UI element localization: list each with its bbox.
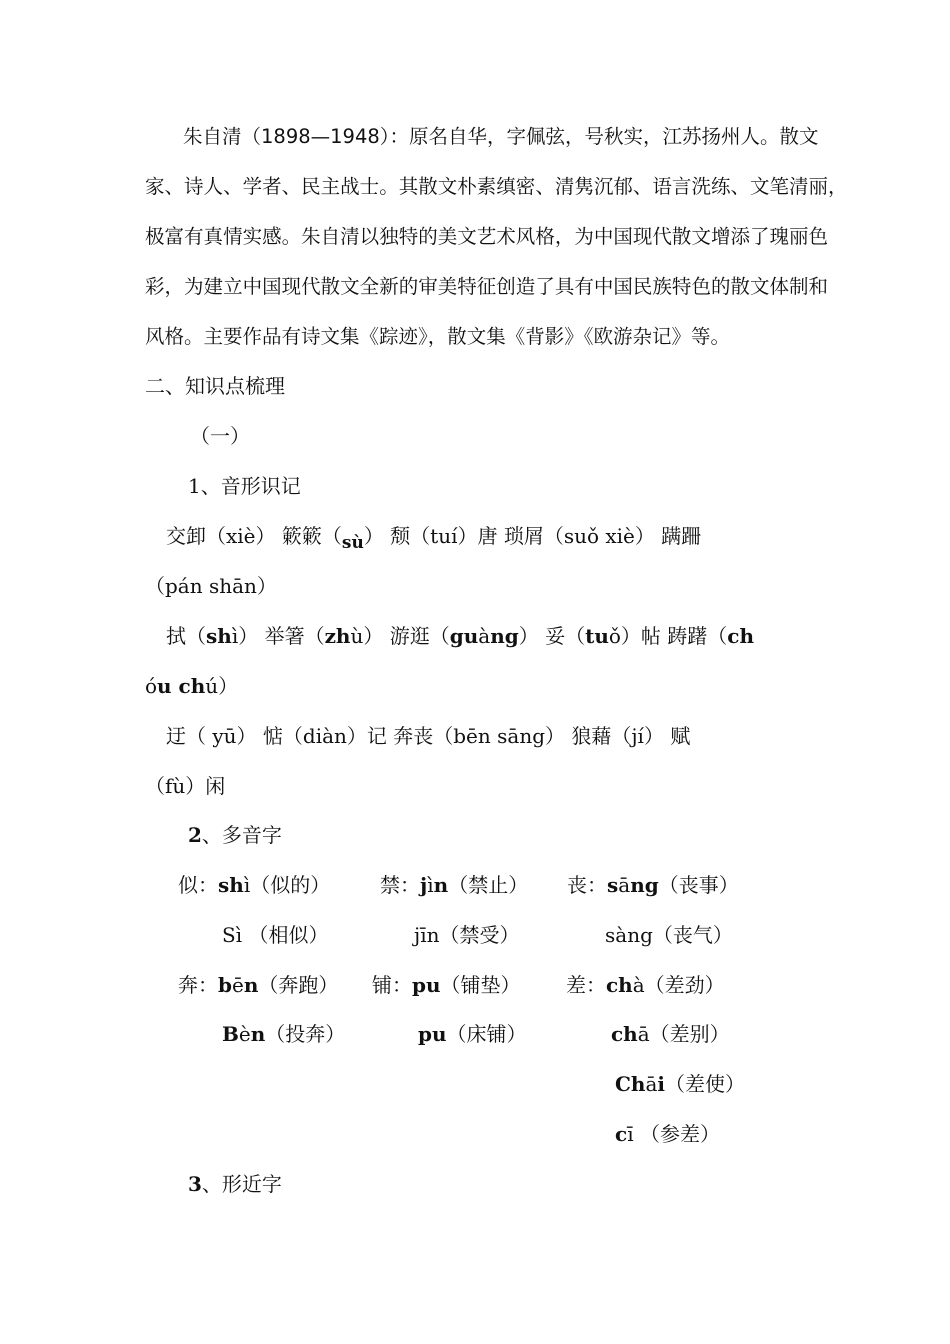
char: 缜	[496, 175, 516, 198]
char: 真	[203, 225, 224, 248]
char: 、	[535, 175, 555, 198]
char: 主	[320, 175, 341, 198]
char: 散	[320, 275, 341, 298]
char: 为	[184, 275, 204, 298]
char: 色	[808, 225, 829, 248]
char: 其	[398, 175, 419, 198]
t: sh	[218, 873, 244, 897]
item1-line3	[166, 623, 754, 649]
poly-row4-col2	[418, 1021, 527, 1047]
char: 丽	[808, 175, 829, 198]
char: 以	[359, 225, 380, 248]
t: u ch	[157, 674, 206, 698]
char: 全	[359, 275, 380, 298]
t: （投奔）	[265, 1022, 346, 1046]
char: 士	[359, 175, 380, 198]
t: 3	[188, 1172, 202, 1196]
char: 者	[262, 175, 282, 198]
t: n	[243, 973, 259, 997]
char: 民	[301, 175, 321, 198]
t: （禁止）	[448, 873, 529, 897]
t: s	[607, 873, 619, 897]
char: 建	[203, 275, 224, 298]
char: ，	[554, 225, 575, 248]
char: 自	[320, 225, 341, 248]
t: j	[420, 873, 428, 897]
t: ī （参差）	[627, 1122, 720, 1146]
t: （丧事）	[658, 873, 739, 897]
poly-row3-col3	[566, 972, 725, 998]
char: 文	[749, 175, 770, 198]
t: sh	[206, 624, 232, 648]
t: 丧：	[567, 873, 607, 897]
char: 现	[281, 275, 302, 298]
char: 国	[613, 225, 633, 248]
t: è	[238, 1022, 251, 1046]
char: 丽	[789, 225, 809, 248]
char: 审	[418, 275, 438, 298]
t: ng	[630, 873, 659, 897]
t: n	[250, 1022, 266, 1046]
item1-line1-rest: ） 颓（tuí）唐 琐屑（suǒ xiè） 蹒跚	[363, 524, 702, 548]
char: ，	[828, 175, 848, 198]
t: 禁：	[380, 873, 420, 897]
char: 战	[340, 175, 360, 198]
item1-line5: 迂（ yū） 惦（diàn）记 奔丧（bēn sāng） 狼藉（jí） 赋	[166, 724, 691, 748]
char: 体	[769, 275, 790, 298]
item1-line1	[166, 523, 701, 551]
char: 密	[515, 175, 536, 198]
t: （床铺）	[446, 1022, 527, 1046]
item3-title	[188, 1171, 282, 1197]
bio-line-3	[145, 224, 829, 250]
t: c	[615, 1122, 628, 1146]
poly-row2-col3: sàng（丧气）	[605, 923, 733, 947]
bio-line-2	[145, 174, 848, 200]
char: 文	[749, 275, 770, 298]
t: ù） 游逛（	[350, 624, 450, 648]
char: 增	[710, 225, 731, 248]
t: pu	[412, 973, 441, 997]
char: 、	[223, 175, 243, 198]
char: 中	[242, 275, 263, 298]
char: 代	[652, 225, 672, 248]
bio-line-5: 风格。主要作品有诗文集《踪迹》，散文集《背影》《欧游杂记》等。	[145, 325, 731, 348]
item1-line6: （fù）闲	[145, 774, 226, 798]
char: 笔	[769, 175, 790, 198]
poly-row1-col1	[178, 872, 330, 898]
t: （奔跑）	[258, 973, 339, 997]
char: 文	[437, 175, 458, 198]
char: 具	[554, 275, 575, 298]
char: 文	[340, 275, 360, 298]
item1-line2: （pán shān）	[145, 574, 277, 598]
char: 清	[554, 175, 575, 198]
char: 人	[203, 175, 224, 198]
item1-line1-a: 交卸（xiè） 簌簌（	[166, 524, 342, 548]
char: 美	[437, 275, 458, 298]
item2-title	[188, 822, 282, 848]
t: 2	[188, 823, 202, 847]
char: 沉	[593, 175, 614, 198]
poly-row1-col2	[380, 872, 528, 898]
char: 了	[749, 225, 770, 248]
t: ng	[490, 624, 519, 648]
poly-row4-col1	[222, 1021, 345, 1047]
char: 制	[789, 275, 809, 298]
subsection-label: （一）	[190, 424, 250, 448]
t: n	[433, 873, 449, 897]
t: ì（似的）	[243, 873, 331, 897]
t: à	[478, 624, 491, 648]
char: 散	[671, 225, 692, 248]
char: 特	[457, 275, 477, 298]
t: 铺：	[372, 973, 412, 997]
char: 立	[223, 275, 243, 298]
char: 独	[379, 225, 399, 248]
char: 、	[281, 175, 302, 198]
t: 奔：	[178, 973, 218, 997]
char: 国	[262, 275, 282, 298]
char: 为	[574, 225, 594, 248]
char: 。	[281, 225, 302, 248]
t: （铺垫）	[440, 973, 521, 997]
t: ā	[645, 1072, 658, 1096]
char: 素	[476, 175, 497, 198]
char: 家	[145, 175, 165, 198]
char: 美	[437, 225, 458, 248]
item1-line4	[145, 673, 238, 699]
char: ，	[164, 275, 185, 298]
t: à（差劲）	[632, 973, 725, 997]
t: pu	[418, 1022, 447, 1046]
char: 散	[418, 175, 438, 198]
item1-line1-su: sù	[341, 533, 364, 553]
char: 添	[730, 225, 750, 248]
t: ǒ）帖 踌躇（	[608, 624, 728, 648]
char: 感	[262, 225, 282, 248]
poly-extra-1	[615, 1071, 745, 1097]
poly-extra-2	[615, 1121, 720, 1147]
t: tu	[585, 624, 609, 648]
char: 色	[691, 275, 711, 298]
char: 郁	[613, 175, 633, 198]
t: gu	[449, 624, 479, 648]
t: 差：	[566, 973, 606, 997]
poly-row3-col2	[372, 972, 521, 998]
t: ch	[606, 973, 633, 997]
char: 格	[535, 225, 555, 248]
char: 中	[593, 225, 614, 248]
poly-row4-col3	[611, 1021, 730, 1047]
item1-title: 1、音形识记	[188, 474, 301, 498]
t: ó	[145, 674, 158, 698]
poly-row2-col1: Sì （相似）	[222, 923, 329, 947]
poly-row1-col3	[567, 872, 739, 898]
char: 。	[379, 175, 399, 198]
char: 朴	[457, 175, 477, 198]
char: 瑰	[769, 225, 790, 248]
poly-row2-col2: jīn（禁受）	[414, 923, 520, 947]
poly-row3-col1	[178, 972, 338, 998]
t: ú）	[205, 674, 239, 698]
char: 文	[457, 225, 477, 248]
t: ch	[727, 624, 754, 648]
bio-line-4	[145, 274, 829, 300]
char: 有	[574, 275, 594, 298]
char: 、	[164, 175, 185, 198]
char: 风	[515, 225, 536, 248]
t: ē	[231, 973, 244, 997]
char: 练	[710, 175, 731, 198]
t: ā（差别）	[637, 1022, 730, 1046]
t: Ch	[615, 1072, 646, 1096]
char: 言	[671, 175, 692, 198]
section-heading: 二、知识点梳理	[145, 374, 285, 398]
char: 征	[476, 275, 497, 298]
char: 的	[710, 275, 731, 298]
char: 代	[301, 275, 321, 298]
char: 特	[671, 275, 692, 298]
t: B	[222, 1022, 239, 1046]
char: 彩	[145, 275, 165, 298]
char: 造	[515, 275, 536, 298]
char: 语	[652, 175, 672, 198]
char: 有	[184, 225, 204, 248]
char: 中	[593, 275, 614, 298]
char: 的	[398, 275, 419, 298]
char: 清	[789, 175, 809, 198]
char: 、	[632, 175, 653, 198]
char: 诗	[184, 175, 204, 198]
t: i	[657, 1072, 666, 1096]
char: 富	[164, 225, 185, 248]
t: 拭（	[166, 624, 206, 648]
char: 极	[145, 225, 165, 248]
t: b	[218, 973, 232, 997]
char: 散	[730, 275, 750, 298]
char: 的	[418, 225, 438, 248]
t: zh	[324, 624, 351, 648]
char: 隽	[574, 175, 594, 198]
char: 术	[496, 225, 516, 248]
t: ì） 举箸（	[231, 624, 325, 648]
t: 、形近字	[201, 1172, 282, 1196]
char: 创	[496, 275, 516, 298]
char: 洗	[691, 175, 711, 198]
t: 、多音字	[201, 823, 282, 847]
char: 族	[652, 275, 672, 298]
char: 特	[398, 225, 419, 248]
t: 似：	[178, 873, 218, 897]
char: 民	[632, 275, 653, 298]
bio-line-1: 朱自清（1898—1948）：原名自华，字佩弦，号秋实，江苏扬州人。散文	[183, 125, 819, 148]
char: 国	[613, 275, 633, 298]
char: 实	[242, 225, 263, 248]
char: 情	[223, 225, 243, 248]
char: 和	[808, 275, 829, 298]
char: 了	[535, 275, 555, 298]
char: 现	[632, 225, 653, 248]
t: ì	[427, 873, 434, 897]
char: 朱	[301, 225, 321, 248]
t: ） 妥（	[518, 624, 586, 648]
t: ā	[618, 873, 631, 897]
t: ch	[611, 1022, 638, 1046]
char: 清	[340, 225, 360, 248]
t: （差使）	[665, 1072, 746, 1096]
char: 、	[730, 175, 750, 198]
char: 新	[379, 275, 399, 298]
char: 学	[242, 175, 263, 198]
char: 艺	[476, 225, 497, 248]
char: 文	[691, 225, 711, 248]
